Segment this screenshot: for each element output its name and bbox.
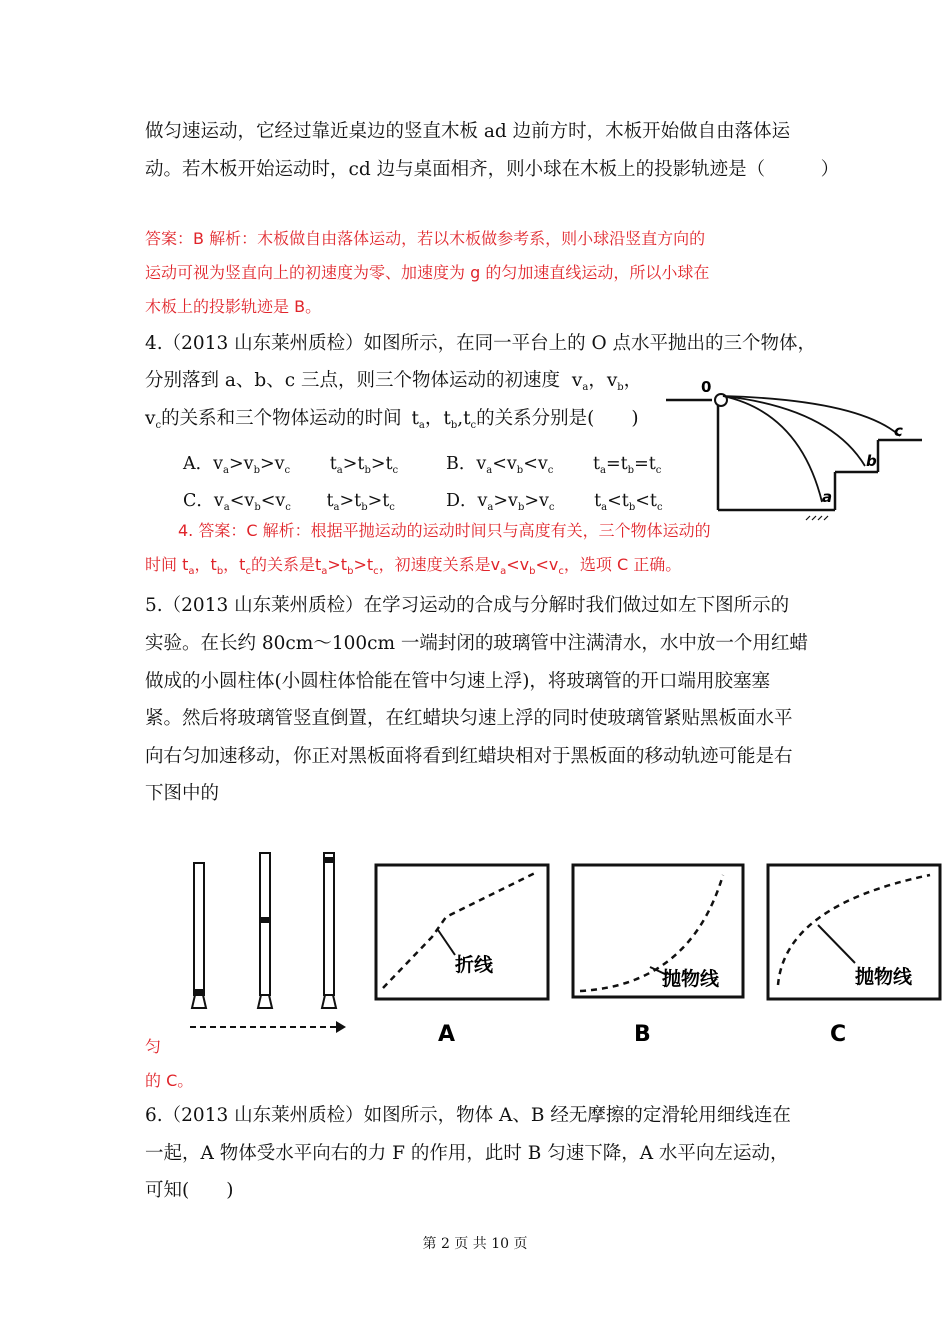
- q4-line2-text: 分别落到 a、b、c 三点，则三个物体运动的初速度: [145, 370, 560, 391]
- option-a-label: A．: [183, 454, 214, 474]
- q5-text-line-3: 做成的小圆柱体(小圆柱体恰能在管中匀速上浮)，将玻璃管的开口端用胶塞塞: [145, 671, 770, 692]
- q5-answer-fragment-2: 的 C。: [145, 1071, 194, 1090]
- fig-label-o: 0: [701, 378, 712, 396]
- q4-option-c: C．$v_a<v_b<v_c$ $t_a>t_b>t_c$: [183, 491, 395, 513]
- q4-answer-line-1: 4. 答案：C 解析：根据平抛运动的运动时间只与高度有关，三个物体运动的: [178, 521, 711, 540]
- q5-text-line-6: 下图中的: [145, 783, 220, 804]
- q5-text-line-4: 紧。然后将玻璃管竖直倒置，在红蜡块匀速上浮的同时使玻璃管紧贴黑板面水平: [145, 708, 793, 729]
- fig-label-a: a: [822, 488, 833, 506]
- q4-answer-frag-b: 的关系是: [250, 555, 315, 574]
- panel-label-b: B: [634, 1022, 651, 1047]
- q5-answer-fragment-1: 匀: [145, 1037, 162, 1056]
- fig-label-c: c: [894, 422, 903, 440]
- q4-option-b: B．$v_a<v_b<v_c$ $t_a=t_b=t_c$: [446, 454, 662, 476]
- q6-text-line-1: 6.（2013 山东莱州质检）如图所示，物体 A、B 经无摩擦的定滑轮用细线连在: [145, 1105, 791, 1126]
- q4-line3-text-b: 的关系和三个物体运动的时间: [161, 408, 402, 429]
- option-d-label: D．: [446, 491, 478, 511]
- fig-label-b: b: [866, 452, 877, 470]
- q4-answer-frag-a: 时间: [145, 555, 178, 574]
- annotation-a: 折线: [455, 954, 494, 976]
- page-footer: 第 2 页 共 10 页: [422, 1236, 528, 1252]
- panel-label-a: A: [438, 1022, 456, 1047]
- panel-label-c: C: [830, 1022, 847, 1047]
- q4-line3-text-c: 的关系分别是( ): [476, 408, 639, 429]
- q4-text-line-2: 分别落到 a、b、c 三点，则三个物体运动的初速度 $v_a$，$v_b$，: [145, 370, 643, 393]
- q4-projectile-figure: [660, 368, 930, 523]
- q3-text-line-2: 动。若木板开始运动时，cd 边与桌面相齐，则小球在木板上的投影轨迹是（ ）: [145, 159, 840, 180]
- annotation-b: 抛物线: [662, 968, 720, 990]
- option-c-label: C．: [183, 491, 214, 511]
- q3-answer-line-1: 答案：B 解析：木板做自由落体运动，若以木板做参考系，则小球沿竖直方向的: [145, 229, 706, 248]
- option-b-label: B．: [446, 454, 477, 474]
- q4-option-d: D．$v_a>v_b>v_c$ $t_a<t_b<t_c$: [446, 491, 663, 513]
- q3-answer-line-3: 木板上的投影轨迹是 B。: [145, 297, 322, 316]
- q4-text-line-1: 4.（2013 山东莱州质检）如图所示，在同一平台上的 O 点水平抛出的三个物体，: [145, 333, 817, 354]
- q5-text-line-5: 向右匀加速移动，你正对黑板面将看到红蜡块相对于黑板面的移动轨迹可能是右: [145, 746, 793, 767]
- q3-text-line-1: 做匀速运动，它经过靠近桌边的竖直木板 ad 边前方时，木板开始做自由落体运: [145, 121, 791, 142]
- q5-text-line-2: 实验。在长约 80cm～100cm 一端封闭的玻璃管中注满清水，水中放一个用红蜡: [145, 633, 808, 654]
- q6-text-line-3: 可知( ): [145, 1180, 234, 1201]
- q5-trajectory-figure: [180, 845, 945, 1050]
- q3-answer-line-2: 运动可视为竖直向上的初速度为零、加速度为 g 的匀加速直线运动，所以小球在: [145, 263, 710, 282]
- annotation-c: 抛物线: [855, 966, 913, 988]
- q4-answer-line-2: 时间 $t_a$，$t_b$，$t_c$的关系是$t_a>t_b>t_c$，初速度关系是$v_a<v_b<v_c$，选项 C 正确。: [145, 555, 682, 577]
- q4-text-line-3: $v_c$的关系和三个物体运动的时间 $t_a$，$t_b,t_c$的关系分别是( ): [145, 408, 639, 431]
- q5-text-line-1: 5.（2013 山东莱州质检）在学习运动的合成与分解时我们做过如左下图所示的: [145, 595, 790, 616]
- q4-answer-frag-d: ，选项 C 正确。: [563, 555, 682, 574]
- q6-text-line-2: 一起，A 物体受水平向右的力 F 的作用，此时 B 匀速下降，A 水平向左运动，: [145, 1143, 789, 1164]
- q4-answer-frag-c: ，初速度关系是: [378, 555, 491, 574]
- q4-option-a: A．$v_a>v_b>v_c$ $t_a>t_b>t_c$: [183, 454, 399, 476]
